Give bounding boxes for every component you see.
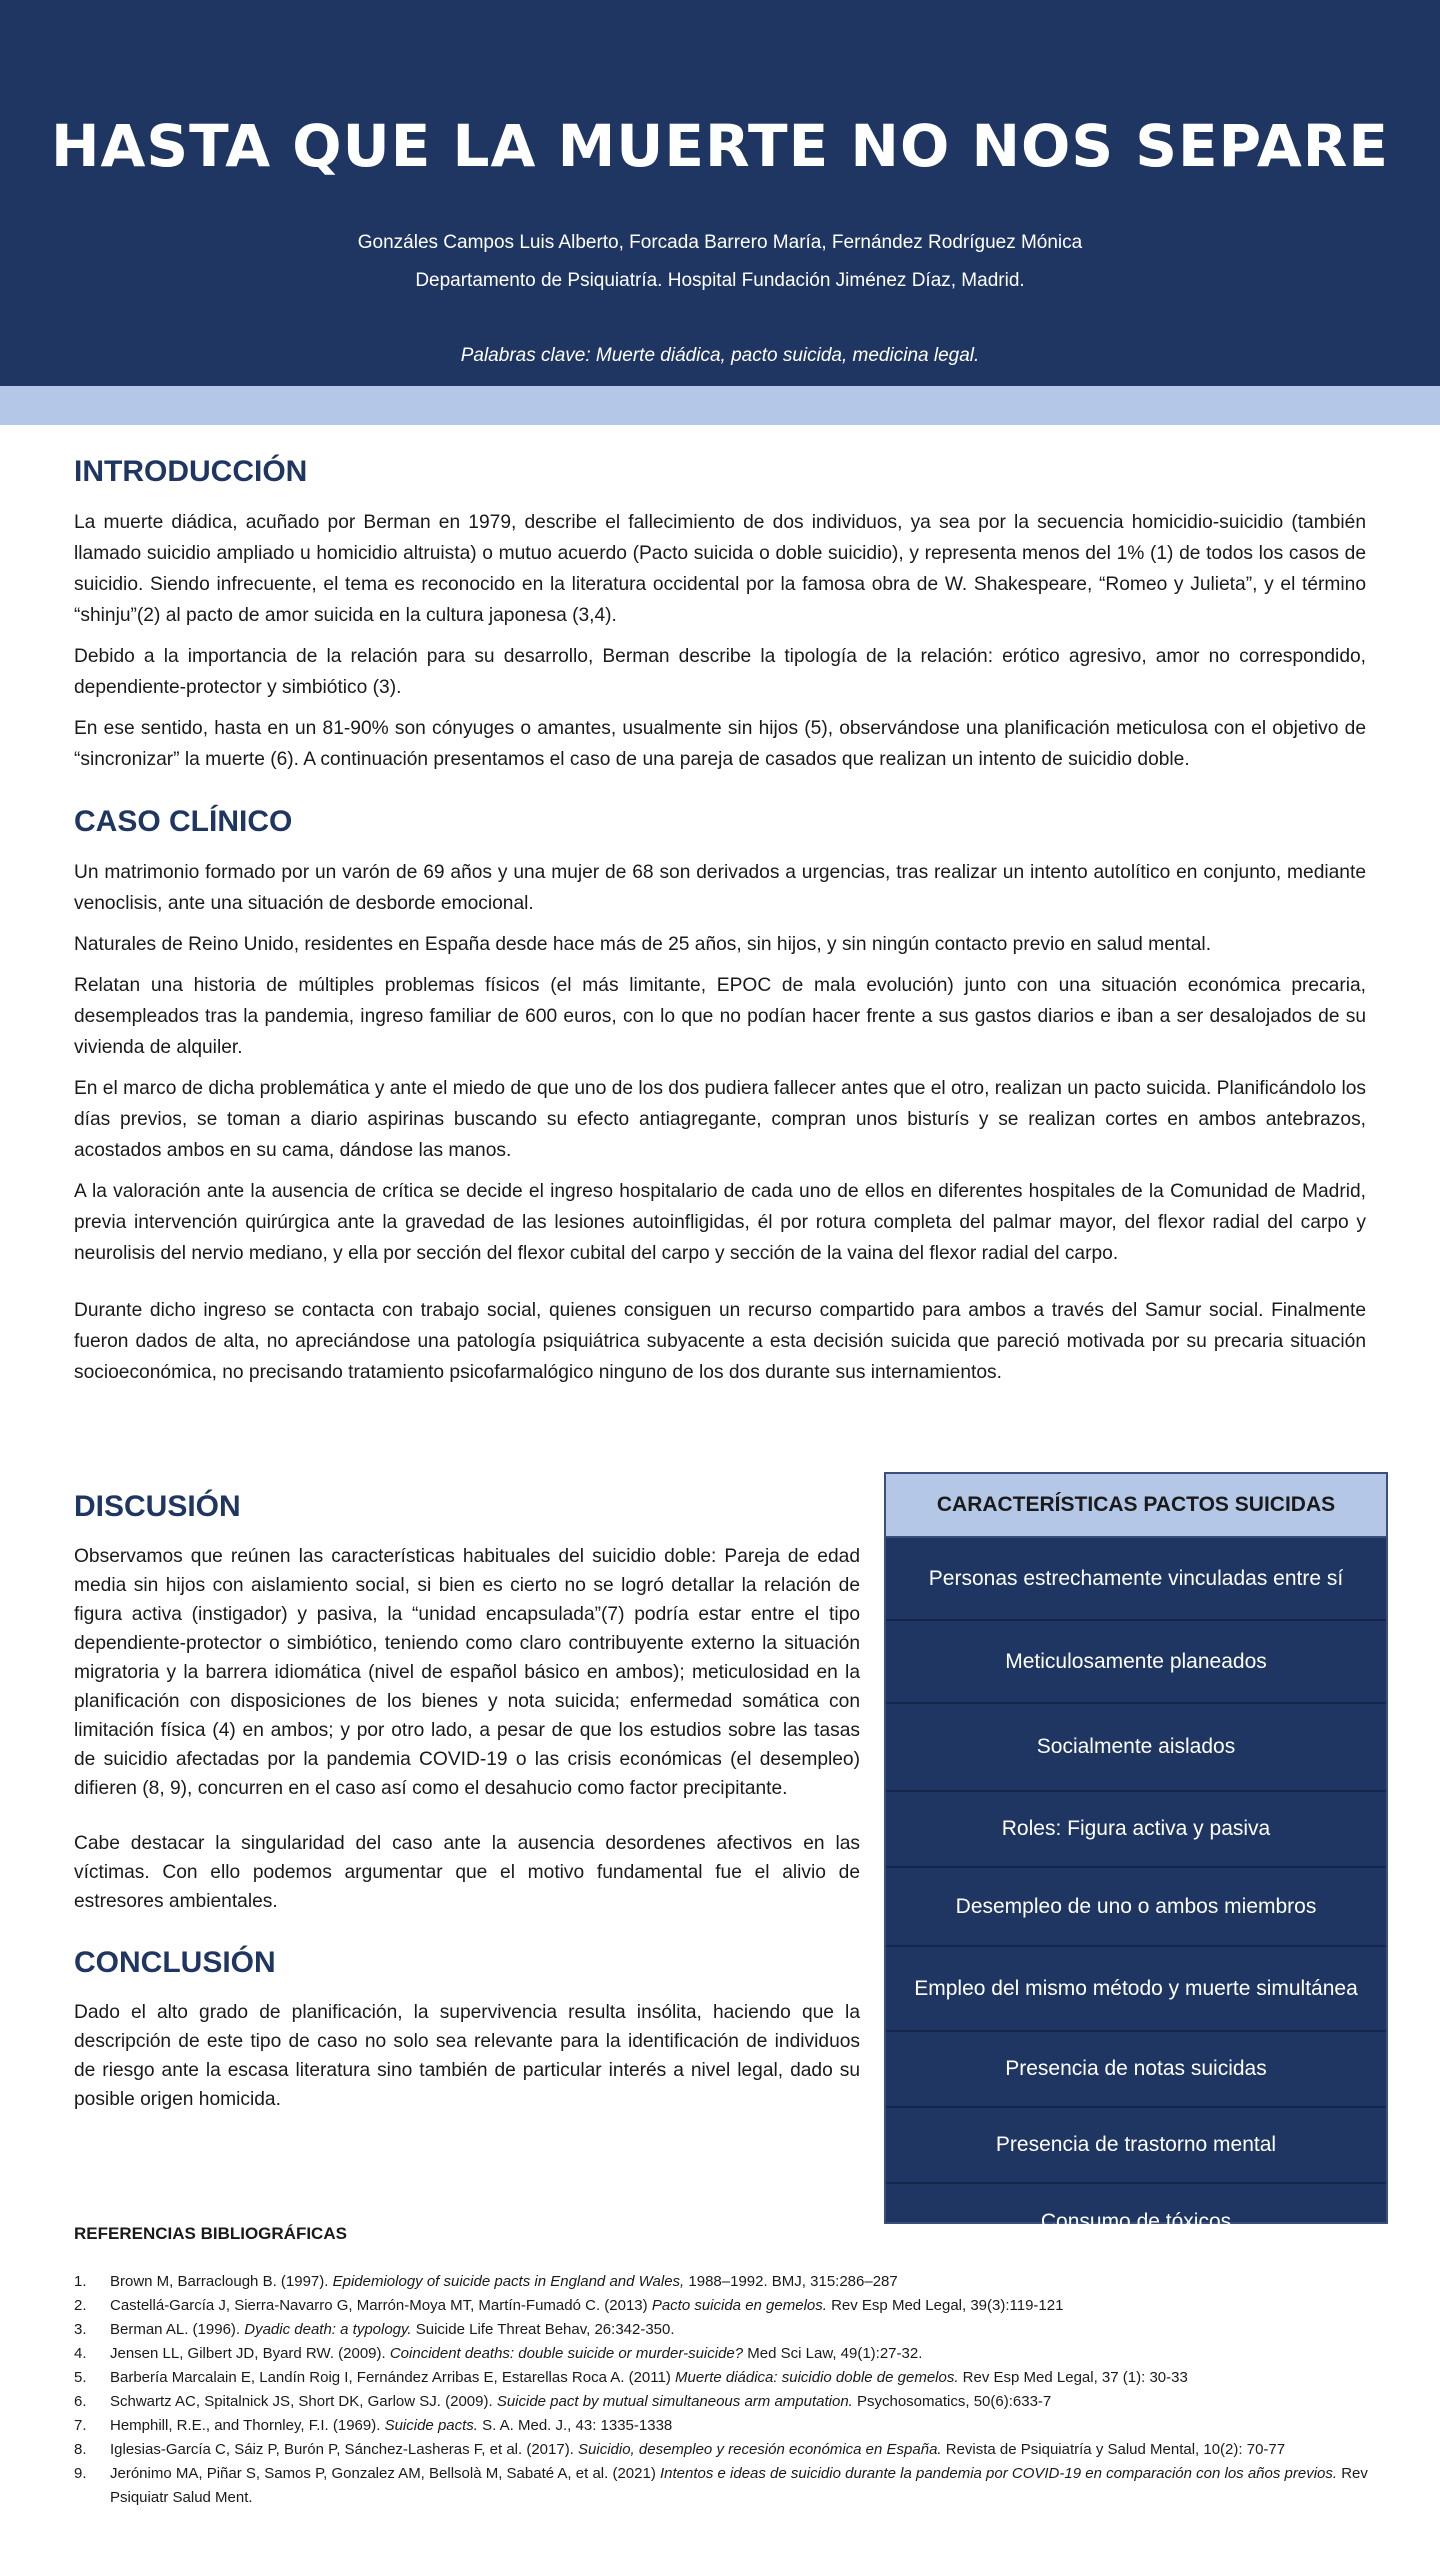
keywords: Palabras clave: Muerte diádica, pacto suicida, medicina legal. xyxy=(460,345,980,366)
reference-item: 5. Barbería Marcalain E, Landín Roig I, Fernández Arribas E, Estarellas Roca A. (2011) Muerte diádica: suicidio doble de gemelos. Rev Esp Med Legal, 37 (1): 30-33 xyxy=(74,2369,1188,2386)
table-row: Desempleo de uno o ambos miembros xyxy=(886,1868,1386,1947)
introduccion-heading: INTRODUCCIÓN xyxy=(74,455,308,488)
conclusion-p1: Dado el alto grado de planificación, la supervivencia resulta insólita, haciendo que la descripción de este tipo de caso no solo sea relevante para la identificación de individuos de riesgo ante la escasa literatura sino también de particular interés a nivel legal, dado su posible origen homicida. xyxy=(74,2002,860,2110)
authors: Gonzáles Campos Luis Alberto, Forcada Barrero María, Fernández Rodríguez Mónica xyxy=(357,232,1083,253)
caso-heading: CASO CLÍNICO xyxy=(74,805,293,838)
discusion-p1: Observamos que reúnen las características habituales del suicidio doble: Pareja de edad media sin hijos con aislamiento social, si bien es cierto no se logró detallar la relación de figura activa (instigador) y pasiva, la “unidad encapsulada”(7) podría estar entre el tipo dependiente-protector o simbiótico, teniendo como claro contribuyente externo la situación migratoria y la barrera idiomática (nivel de español básico en ambos); meticulosidad en la planificación con disposiciones de los bienes y nota suicida; enfermedad somática con limitación física (4) en ambos; y por otro lado, a pesar de que los estudios sobre las tasas de suicidio afectadas por la pandemia COVID-19 o las crisis económicas (el desempleo) difieren (8, 9), concurren en el caso así como el desahucio como factor precipitante. xyxy=(74,1546,860,1799)
discusion-p2: Cabe destacar la singularidad del caso ante la ausencia desordenes afectivos en las víctimas. Con ello podemos argumentar que el motivo fundamental fue el alivio de estresores ambientales. xyxy=(74,1833,860,1912)
introduccion-p2: Debido a la importancia de la relación para su desarrollo, Berman describe la tipología de la relación: erótico agresivo, amor no correspondido, dependiente-protector y simbiótico (3). xyxy=(74,646,1366,698)
characteristics-table xyxy=(884,1472,1388,2233)
table-header: CARACTERÍSTICAS PACTOS SUICIDAS xyxy=(886,1474,1386,1538)
table-row: Consumo de tóxicos xyxy=(1040,2210,1232,2233)
caso-p4: En el marco de dicha problemática y ante el miedo de que uno de los dos pudiera fallecer antes que el otro, realizan un pacto suicida. Planificándolo los días previos, se toman a diario aspirinas buscando su efecto antiagregante, compran unos bisturís y se realizan cortes en ambos antebrazos, acostados ambos en su cama, dándose las manos. xyxy=(74,1078,1366,1161)
poster-header xyxy=(0,0,1440,386)
references xyxy=(74,2224,1394,2510)
table-row: Meticulosamente planeados xyxy=(886,1621,1386,1704)
table-row: Socialmente aislados xyxy=(886,1704,1386,1792)
poster-title: HASTA QUE LA MUERTE NO NOS SEPARE xyxy=(50,112,1390,180)
table-row: Presencia de notas suicidas xyxy=(886,2032,1386,2108)
introduccion-p1: La muerte diádica, acuñado por Berman en 1979, describe el fallecimiento de dos individuos, ya sea por la secuencia homicidio-suicidio (también llamado suicidio ampliado u homicidio altruista) o mutuo acuerdo (Pacto suicida o doble suicidio), y representa menos del 1% (1) de todos los casos de suicidio. Siendo infrecuente, el tema es reconocido en la literatura occidental por la famosa obra de W. Shakespeare, “Romeo y Julieta”, y el término “shinju”(2) al pacto de amor suicida en la cultura japonesa (3,4). xyxy=(74,512,1366,626)
discusion-heading: DISCUSIÓN xyxy=(74,1490,241,1523)
reference-item: 9. Jerónimo MA, Piñar S, Samos P, Gonzalez AM, Bellsolà M, Sabaté A, et al. (2021) Intentos e ideas de suicidio durante la pandemia por COVID-19 en comparación con los años previos. Rev Psiquiatr Salud Ment. xyxy=(74,2465,1368,2506)
caso-p3: Relatan una historia de múltiples problemas físicos (el más limitante, EPOC de mala evolución) junto con una situación económica precaria, desempleados tras la pandemia, ingreso familiar de 600 euros, con lo que no podían hacer frente a sus gastos diarios e iban a ser desalojados de su vivienda de alquiler. xyxy=(74,975,1366,1058)
reference-item: 1. Brown M, Barraclough B. (1997). Epidemiology of suicide pacts in England and Wales, 1988–1992. BMJ, 315:286–287 xyxy=(74,2273,898,2290)
table-row: Roles: Figura activa y pasiva xyxy=(886,1792,1386,1868)
left-column xyxy=(74,1490,860,2124)
reference-item: 7. Hemphill, R.E., and Thornley, F.I. (1969). Suicide pacts. S. A. Med. J., 43: 1335-1338 xyxy=(74,2417,673,2434)
reference-item: 3. Berman AL. (1996). Dyadic death: a typology. Suicide Life Threat Behav, 26:342-350. xyxy=(74,2321,675,2338)
conclusion-heading: CONCLUSIÓN xyxy=(74,1946,276,1979)
references-heading: REFERENCIAS BIBLIOGRÁFICAS xyxy=(74,2224,347,2243)
affiliation: Departamento de Psiquiatría. Hospital Fundación Jiménez Díaz, Madrid. xyxy=(415,270,1025,291)
reference-item: 8. Iglesias-García C, Sáiz P, Burón P, Sánchez-Lasheras F, et al. (2017). Suicidio, desempleo y recesión económica en España. Revista de Psiquiatría y Salud Mental, 10(2): 70-77 xyxy=(74,2441,1286,2458)
caso-p6: Durante dicho ingreso se contacta con trabajo social, quienes consiguen un recurso compartido para ambos a través del Samur social. Finalmente fueron dados de alta, no apreciándose una patología psiquiátrica subyacente a esta decisión suicida que pareció motivada por su precaria situación socioeconómica, no precisando tratamiento psicofarmalógico ninguno de los dos durante sus internamientos. xyxy=(74,1300,1366,1383)
references-list xyxy=(74,2270,1394,2510)
caso-p5: A la valoración ante la ausencia de crítica se decide el ingreso hospitalario de cada uno de ellos en diferentes hospitales de la Comunidad de Madrid, previa intervención quirúrgica ante la gravedad de las lesiones autoinfligidas, él por rotura completa del palmar mayor, del flexor radial del carpo y neurolisis del nervio mediano, y ella por sección del flexor cubital del carpo y sección de la vaina del flexor radial del carpo. xyxy=(74,1181,1366,1264)
header-band xyxy=(0,386,1440,425)
table-row: Personas estrechamente vinculadas entre sí xyxy=(886,1538,1386,1621)
table-row: Empleo del mismo método y muerte simultánea xyxy=(886,1947,1386,2032)
main-content xyxy=(74,425,1366,1398)
reference-item: 4. Jensen LL, Gilbert JD, Byard RW. (2009). Coincident deaths: double suicide or murder-suicide? Med Sci Law, 49(1):27-32. xyxy=(74,2345,923,2362)
introduccion-p3: En ese sentido, hasta en un 81-90% son cónyuges o amantes, usualmente sin hijos (5), observándose una planificación meticulosa con el objetivo de “sincronizar” la muerte (6). A continuación presentamos el caso de una pareja de casados que realizan un intento de suicidio doble. xyxy=(74,718,1366,770)
caso-p2: Naturales de Reino Unido, residentes en España desde hace más de 25 años, sin hijos, y sin ningún contacto previo en salud mental. xyxy=(74,934,1212,955)
reference-item: 2. Castellá-García J, Sierra-Navarro G, Marrón-Moya MT, Martín-Fumadó C. (2013) Pacto suicida en gemelos. Rev Esp Med Legal, 39(3):119-121 xyxy=(74,2297,1064,2314)
reference-item: 6. Schwartz AC, Spitalnick JS, Short DK, Garlow SJ. (2009). Suicide pact by mutual simultaneous arm amputation. Psychosomatics, 50(6):633-7 xyxy=(74,2393,1052,2410)
table-row: Presencia de trastorno mental xyxy=(886,2108,1386,2184)
caso-p1: Un matrimonio formado por un varón de 69 años y una mujer de 68 son derivados a urgencias, tras realizar un intento autolítico en conjunto, mediante venoclisis, ante una situación de desborde emocional. xyxy=(74,862,1366,914)
